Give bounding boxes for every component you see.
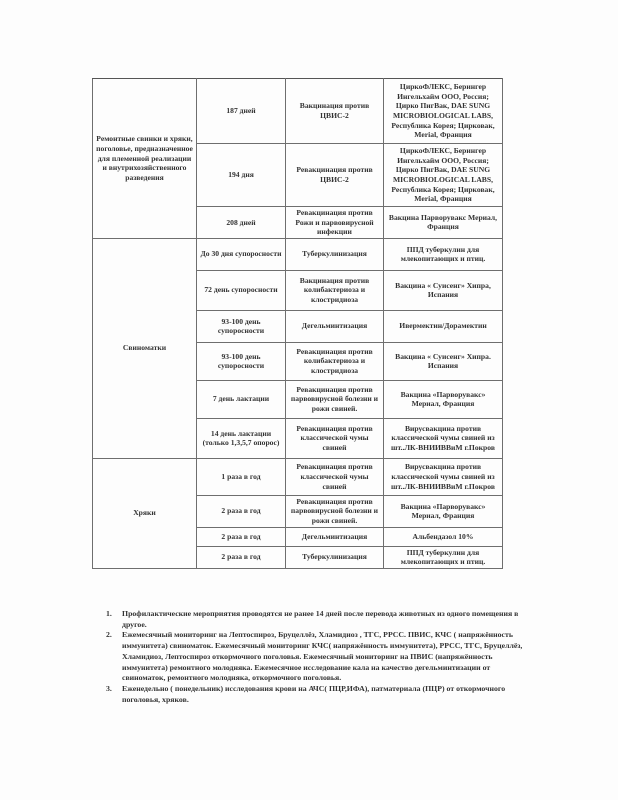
group-cell-replacement-stock: Ремонтные свинки и хряки, поголовье, предназначенное для племенной реализации и внутрихозяйственного разведения: [93, 79, 197, 239]
procedure-cell: Дегельминтизация: [286, 310, 384, 342]
timing-cell: 14 день лактации (только 1,3,5,7 опорос): [197, 418, 286, 458]
timing-cell: 2 раза в год: [197, 546, 286, 568]
note-number: 1.: [106, 609, 112, 618]
preparation-cell: Вакцина Парворувакс Мериал, Франция: [384, 207, 503, 239]
preparation-cell: ППД туберкулин для млекопитающих и птиц.: [384, 238, 503, 270]
table-row: [93, 238, 503, 270]
procedure-cell: Вакцинация против колибактериоза и клостридиоза: [286, 270, 384, 310]
preparation-cell: Ивермектин/Дорамектин: [384, 310, 503, 342]
preparation-cell: Вакцина « Суисенг» Хипра. Испания: [384, 342, 503, 380]
timing-cell: 2 раза в год: [197, 495, 286, 527]
table-row: [93, 79, 503, 144]
preparation-cell: ППД туберкулин для млекопитающих и птиц.: [384, 546, 503, 568]
preparation-cell: ЦиркоФЛЕКС, Берингер Ингельхайм ООО, Россия; Цирко ПигВак, DAE SUNG MICROBIOLOGICAL LABS, Республика Корея; Цирковак, Merial, Франция: [384, 144, 503, 207]
procedure-cell: Вакцинация против ЦВИС-2: [286, 79, 384, 144]
note-item: [106, 630, 526, 684]
procedure-cell: Ревакцинация против классической чумы свиней: [286, 418, 384, 458]
preparation-cell: Вакцина « Суисенг» Хипра, Испания: [384, 270, 503, 310]
timing-cell: 93-100 день супоросности: [197, 310, 286, 342]
vaccination-schedule-table: [92, 78, 503, 569]
procedure-cell: Ревакцинация против парвовирусной болезни и рожи свиней.: [286, 380, 384, 418]
notes-list: [106, 609, 526, 705]
note-text: Еженедельно ( понедельник) исследования крови на АЧС( ПЦР,ИФА), патматериала (ПЦР) от откормочного поголовья, хряков.: [122, 683, 506, 704]
table-row: [93, 458, 503, 495]
procedure-cell: Туберкулинизация: [286, 546, 384, 568]
procedure-cell: Туберкулинизация: [286, 238, 384, 270]
note-text: Ежемесячный мониторинг на Лептоспироз, Бруцеллёз, Хламидиоз , ТГС, РРСС. ПВИС, КЧС ( напряжённость иммунитета) свиноматок. Ежемесячный мониторинг КЧС( напряжённость иммунитета), РРСС, ТГС, Бруцеллёз, Хламидиоз, Лептоспироз откормочного поголовья. Ежемесячный мониторинг на ПВИС (напряжённость иммунитета) ремонтного молодняка. Ежемесячное исследование кала на качество дегельминтизации от свиноматок, ремонтного молодняка, откормочного поголовья.: [122, 630, 523, 683]
preparation-cell: Вирусвакцина против классической чумы свиней из шт..ЛК-ВНИИВВиМ г.Покров: [384, 458, 503, 495]
note-number: 3.: [106, 683, 112, 693]
timing-cell: 7 день лактации: [197, 380, 286, 418]
procedure-cell: Ревакцинация против Рожи и парвовирусной инфекции: [286, 207, 384, 239]
timing-cell: 2 раза в год: [197, 527, 286, 546]
timing-cell: 208 дней: [197, 207, 286, 239]
timing-cell: 187 дней: [197, 79, 286, 144]
procedure-cell: Дегельминтизация: [286, 527, 384, 546]
procedure-cell: Ревакцинация против классической чумы свиней: [286, 458, 384, 495]
note-item: [106, 609, 526, 630]
timing-cell: 72 день супоросности: [197, 270, 286, 310]
note-text: Профилактические мероприятия проводятся не ранее 14 дней после перевода животных из одного помещения в другое.: [122, 609, 519, 629]
timing-cell: 1 раза в год: [197, 458, 286, 495]
procedure-cell: Ревакцинация против колибактериоза и клостридиоза: [286, 342, 384, 380]
group-cell-sows: Свиноматки: [93, 238, 197, 458]
preparation-cell: Вакцина «Парворувакс» Мериал, Франция: [384, 495, 503, 527]
timing-cell: До 30 дня супоросности: [197, 238, 286, 270]
timing-cell: 194 дня: [197, 144, 286, 207]
note-item: [106, 684, 526, 705]
procedure-cell: Ревакцинация против ЦВИС-2: [286, 144, 384, 207]
group-cell-boars: Хряки: [93, 458, 197, 568]
preparation-cell: Альбендазол 10%: [384, 527, 503, 546]
note-number: 2.: [106, 630, 112, 640]
procedure-cell: Ревакцинация против парвовирусной болезни и рожи свиней.: [286, 495, 384, 527]
preparation-cell: Вакцина «Парворувакс» Мериал, Франция: [384, 380, 503, 418]
preparation-cell: ЦиркоФЛЕКС, Берингер Ингельхайм ООО, Россия; Цирко ПигВак, DAE SUNG MICROBIOLOGICAL LABS, Республика Корея; Цирковак, Merial, Франция: [384, 79, 503, 144]
preparation-cell: Вирусвакцина против классической чумы свиней из шт..ЛК-ВНИИВВиМ г.Покров: [384, 418, 503, 458]
timing-cell: 93-100 день супоросности: [197, 342, 286, 380]
